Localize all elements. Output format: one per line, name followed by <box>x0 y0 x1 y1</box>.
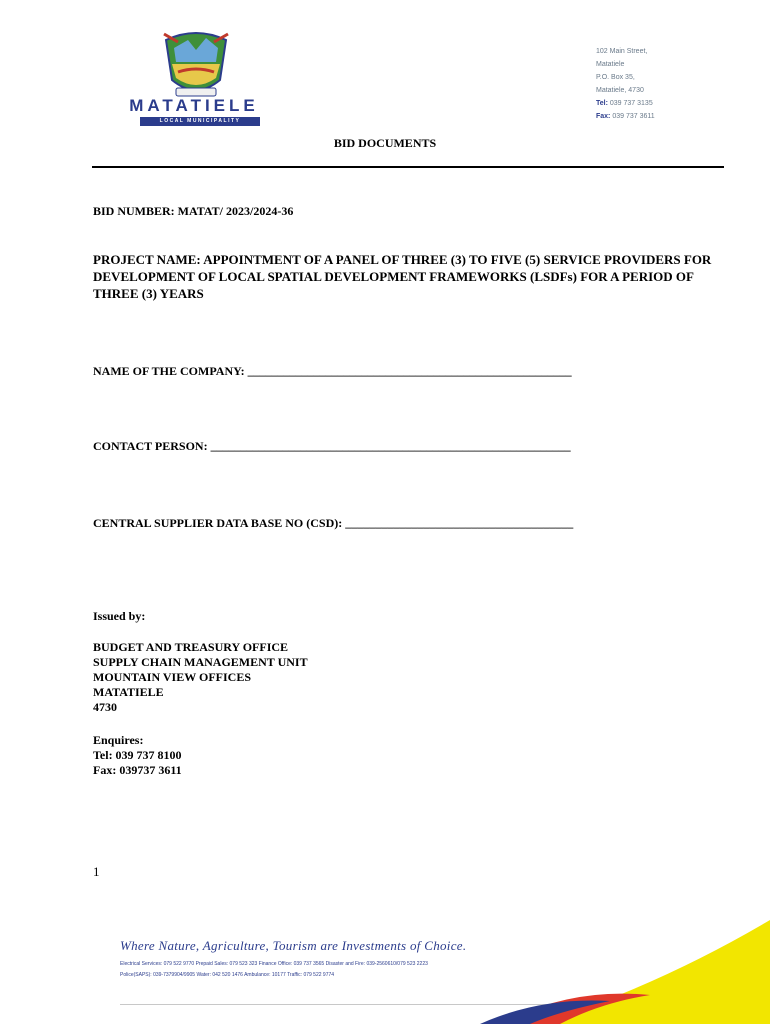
fax-label: Fax: <box>596 113 611 120</box>
coat-of-arms-icon <box>158 30 234 102</box>
issuer-line: SUPPLY CHAIN MANAGEMENT UNIT <box>93 655 308 669</box>
tel-value: 039 737 3135 <box>609 100 653 107</box>
page-number: 1 <box>93 864 100 879</box>
enquiries-label: Enquires: <box>93 733 144 747</box>
address-line: 102 Main Street, <box>596 48 648 55</box>
csd-number-field: CENTRAL SUPPLIER DATA BASE NO (CSD): ______________________________________ <box>93 516 574 530</box>
contact-person-field: CONTACT PERSON: ____________________________________________________________ <box>93 439 571 453</box>
fax-line <box>596 110 756 123</box>
document-title: BID DOCUMENTS <box>333 136 437 150</box>
address-block <box>596 45 756 123</box>
project-name: PROJECT NAME: APPOINTMENT OF A PANEL OF THREE (3) TO FIVE (5) SERVICE PROVIDERS FOR DEVELOPMENT OF LOCAL SPATIAL DEVELOPMENT FRAMEWORKS (LSDFs) FOR A PERIOD OF THREE (3) YEARS <box>93 252 712 301</box>
enquiries-tel: Tel: 039 737 8100 <box>93 748 182 762</box>
footer-services-line: Electrical Services: 079 522 9770 Prepaid Sales: 079 523 323 Finance Office: 039 737 3565 Disaster and Fire: 039-2560610/079 523 2223 <box>120 961 428 967</box>
issuer-line: MATATIELE <box>93 685 164 699</box>
tel-label: Tel: <box>596 100 608 107</box>
footer-tagline: Where Nature, Agriculture, Tourism are Investments of Choice. <box>120 938 467 953</box>
logo-wordmark: MATATIELE <box>129 96 259 115</box>
address-line: P.O. Box 35, <box>596 74 635 81</box>
address-line: Matatiele <box>596 61 625 68</box>
bid-number: BID NUMBER: MATAT/ 2023/2024-36 <box>93 204 294 218</box>
title-divider <box>92 166 724 168</box>
logo-subtitle: LOCAL MUNICIPALITY <box>140 117 260 126</box>
footer-services-line: Police(SAPS): 039-7379904/9905 Water: 042 520 1476 Ambulance: 10177 Traffic: 079 522 9774 <box>120 972 335 978</box>
issuer-line: 4730 <box>93 700 117 714</box>
municipality-logo <box>100 30 300 130</box>
address-line: Matatiele, 4730 <box>596 87 644 94</box>
company-name-field: NAME OF THE COMPANY: ______________________________________________________ <box>93 364 572 378</box>
footer-swoosh-graphic <box>480 915 770 1024</box>
fax-value: 039 737 3611 <box>612 113 655 120</box>
issuer-line: MOUNTAIN VIEW OFFICES <box>93 670 252 684</box>
enquiries-fax: Fax: 039737 3611 <box>93 763 182 777</box>
enquiries-block <box>93 733 182 778</box>
tel-line <box>596 97 756 110</box>
issued-by-label: Issued by: <box>93 609 146 623</box>
issuer-line: BUDGET AND TREASURY OFFICE <box>93 640 289 654</box>
issuer-block <box>93 640 308 715</box>
